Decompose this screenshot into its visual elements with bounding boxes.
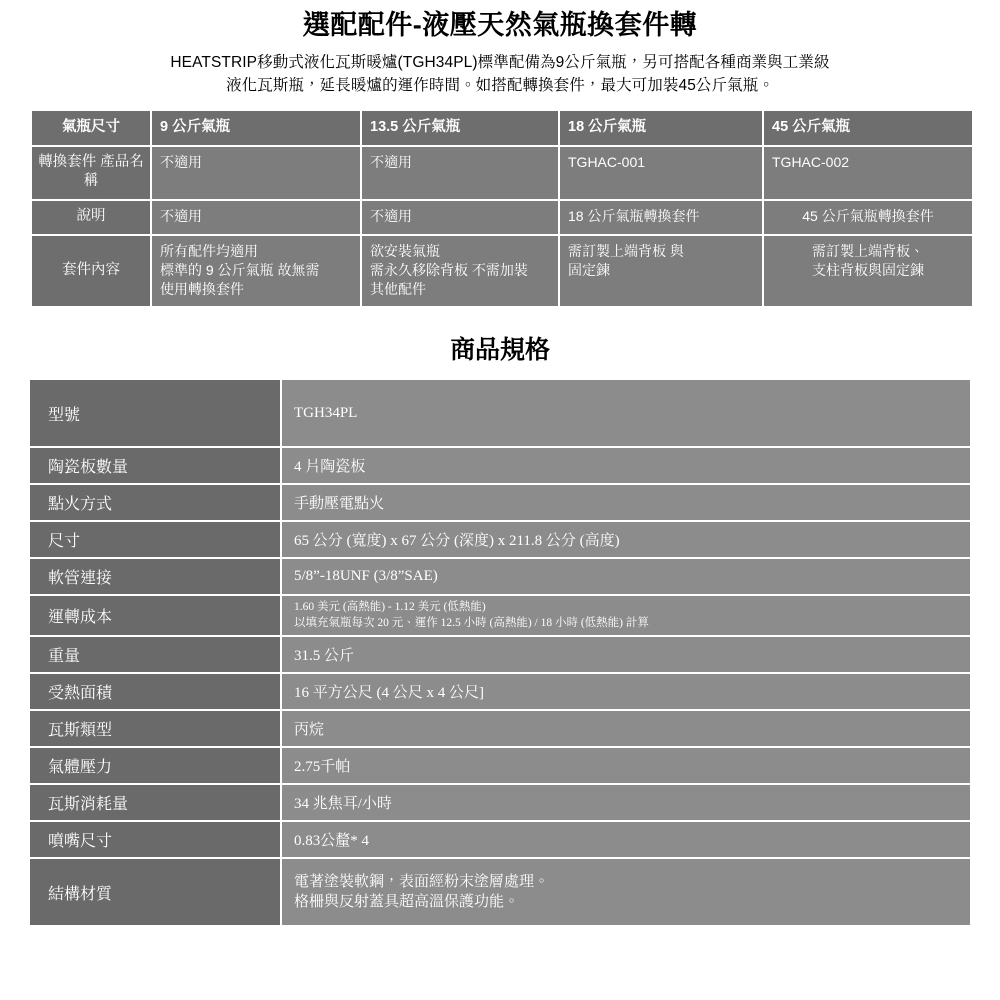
conversion-kit-table-wrapper — [30, 109, 970, 308]
row-label-line-1: 轉換套件 — [38, 153, 97, 170]
specification-table-wrapper — [30, 378, 970, 927]
cell-text: 標準的 9 公斤氣瓶 故無需 — [160, 261, 320, 278]
spec-key-nozzle-size: 噴嘴尺寸 — [30, 822, 280, 857]
table-row — [30, 380, 970, 446]
spec-key-construction-material: 結構材質 — [30, 859, 280, 925]
cell-text: 45 公斤氣瓶轉換套件 — [802, 208, 934, 225]
conversion-kit-table — [30, 109, 974, 308]
cell-kit-contents-9kg — [152, 236, 360, 306]
cell-text: 不適用 — [370, 208, 412, 225]
spec-key-hose-connection: 軟管連接 — [30, 559, 280, 594]
spec-value-heated-area: 16 平方公尺 (4 公尺 x 4 公尺] — [280, 674, 970, 709]
row-label-kit-contents — [32, 236, 150, 306]
cell-text: 使用轉換套件 — [160, 280, 244, 297]
spec-value-dimensions: 65 公分 (寬度) x 67 公分 (深度) x 211.8 公分 (高度) — [280, 522, 970, 557]
cell-text: 所有配件均適用 — [160, 243, 258, 260]
cell-description-45kg — [764, 201, 972, 234]
spec-value-line: 以填充氣瓶每次 20 元、運作 12.5 小時 (高熱能) / 18 小時 (低熱能) 計算 — [294, 616, 649, 629]
table-row — [32, 147, 972, 200]
spec-value-gas-pressure: 2.75千帕 — [280, 748, 970, 783]
cell-text: 18 公斤氣瓶轉換套件 — [568, 208, 700, 225]
column-header-0: 氣瓶尺寸 — [32, 111, 150, 144]
spec-key-dimensions: 尺寸 — [30, 522, 280, 557]
row-label-product-name — [32, 147, 150, 200]
cell-product-name-45kg — [764, 147, 972, 200]
spec-value-weight: 31.5 公斤 — [280, 637, 970, 672]
spec-value-line: 格柵與反射蓋具超高溫保護功能。 — [294, 894, 520, 911]
table-row — [30, 674, 970, 709]
spec-value-construction-material — [280, 859, 970, 925]
cell-text: 固定鍊 — [568, 261, 610, 278]
spec-key-running-cost: 運轉成本 — [30, 596, 280, 635]
column-header-3: 18 公斤氣瓶 — [560, 111, 762, 144]
spec-value-ceramic-panels: 4 片陶瓷板 — [280, 448, 970, 483]
cell-text: 欲安裝氣瓶 — [370, 243, 440, 260]
spec-key-gas-consumption: 瓦斯消耗量 — [30, 785, 280, 820]
cell-text: 不適用 — [370, 153, 412, 170]
cell-text: 需訂製上端背板、 — [812, 243, 924, 260]
cell-text: 支柱背板與固定鍊 — [812, 261, 924, 278]
row-label-description — [32, 201, 150, 234]
cell-text: TGHAC-002 — [772, 153, 850, 170]
table-row — [30, 822, 970, 857]
intro-line-2: 液化瓦斯瓶，延長暖爐的運作時間。如搭配轉換套件，最大可加裝45公斤氣瓶。 — [226, 77, 774, 94]
spec-key-gas-type: 瓦斯類型 — [30, 711, 280, 746]
cell-product-name-9kg — [152, 147, 360, 200]
spec-key-model: 型號 — [30, 380, 280, 446]
cell-kit-contents-18kg — [560, 236, 762, 306]
spec-value-hose-connection: 5/8”-18UNF (3/8”SAE) — [280, 559, 970, 594]
row-label-line-1: 說明 — [76, 208, 106, 225]
cell-text: 需永久移除背板 不需加裝 — [370, 261, 528, 278]
table-row — [32, 236, 972, 306]
cell-text: 不適用 — [160, 153, 202, 170]
spec-value-model: TGH34PL — [280, 380, 970, 446]
spec-key-ceramic-panels: 陶瓷板數量 — [30, 448, 280, 483]
cell-text: 其他配件 — [370, 280, 426, 297]
spec-value-nozzle-size: 0.83公釐* 4 — [280, 822, 970, 857]
spec-section-title: 商品規格 — [449, 336, 550, 365]
table-row — [30, 559, 970, 594]
table-row — [30, 859, 970, 925]
spec-value-gas-consumption: 34 兆焦耳/小時 — [280, 785, 970, 820]
page-title: 選配配件-液壓天然氣瓶換套件轉 — [302, 10, 698, 40]
spec-value-gas-type: 丙烷 — [280, 711, 970, 746]
cell-product-name-18kg — [560, 147, 762, 200]
table-row — [30, 522, 970, 557]
row-label-line-2: 產品名稱 — [83, 153, 144, 189]
spec-value-running-cost — [280, 596, 970, 635]
cell-text: TGHAC-001 — [568, 153, 646, 170]
cell-description-13-5kg — [362, 201, 558, 234]
column-header-2: 13.5 公斤氣瓶 — [362, 111, 558, 144]
table-row — [30, 711, 970, 746]
table-header-row — [32, 111, 972, 144]
column-header-4: 45 公斤氣瓶 — [764, 111, 972, 144]
spec-value-line: 1.60 美元 (高熱能) - 1.12 美元 (低熱能) — [294, 601, 486, 614]
specification-table — [30, 378, 970, 927]
cell-product-name-13-5kg — [362, 147, 558, 200]
spec-key-heated-area: 受熱面積 — [30, 674, 280, 709]
spec-key-ignition: 點火方式 — [30, 485, 280, 520]
table-row — [30, 448, 970, 483]
cell-text: 需訂製上端背板 與 — [568, 243, 684, 260]
table-row — [32, 201, 972, 234]
table-row — [30, 785, 970, 820]
table-row — [30, 748, 970, 783]
cell-text: 不適用 — [160, 208, 202, 225]
spec-value-line: 電著塗裝軟鋼，表面經粉末塗層處理。 — [294, 873, 550, 890]
intro-paragraph — [0, 43, 1000, 98]
spec-value-ignition: 手動壓電點火 — [280, 485, 970, 520]
row-label-line-1: 套件內容 — [62, 261, 120, 278]
intro-line-1: HEATSTRIP移動式液化瓦斯暖爐(TGH34PL)標準配備為9公斤氣瓶，另可搭配各種商業與工業級 — [170, 53, 830, 71]
cell-description-9kg — [152, 201, 360, 234]
table-row — [30, 485, 970, 520]
spec-key-gas-pressure: 氣體壓力 — [30, 748, 280, 783]
cell-description-18kg — [560, 201, 762, 234]
table-row — [30, 637, 970, 672]
cell-kit-contents-45kg — [764, 236, 972, 306]
table-row — [30, 596, 970, 635]
cell-kit-contents-13-5kg — [362, 236, 558, 306]
spec-key-weight: 重量 — [30, 637, 280, 672]
column-header-1: 9 公斤氣瓶 — [152, 111, 360, 144]
